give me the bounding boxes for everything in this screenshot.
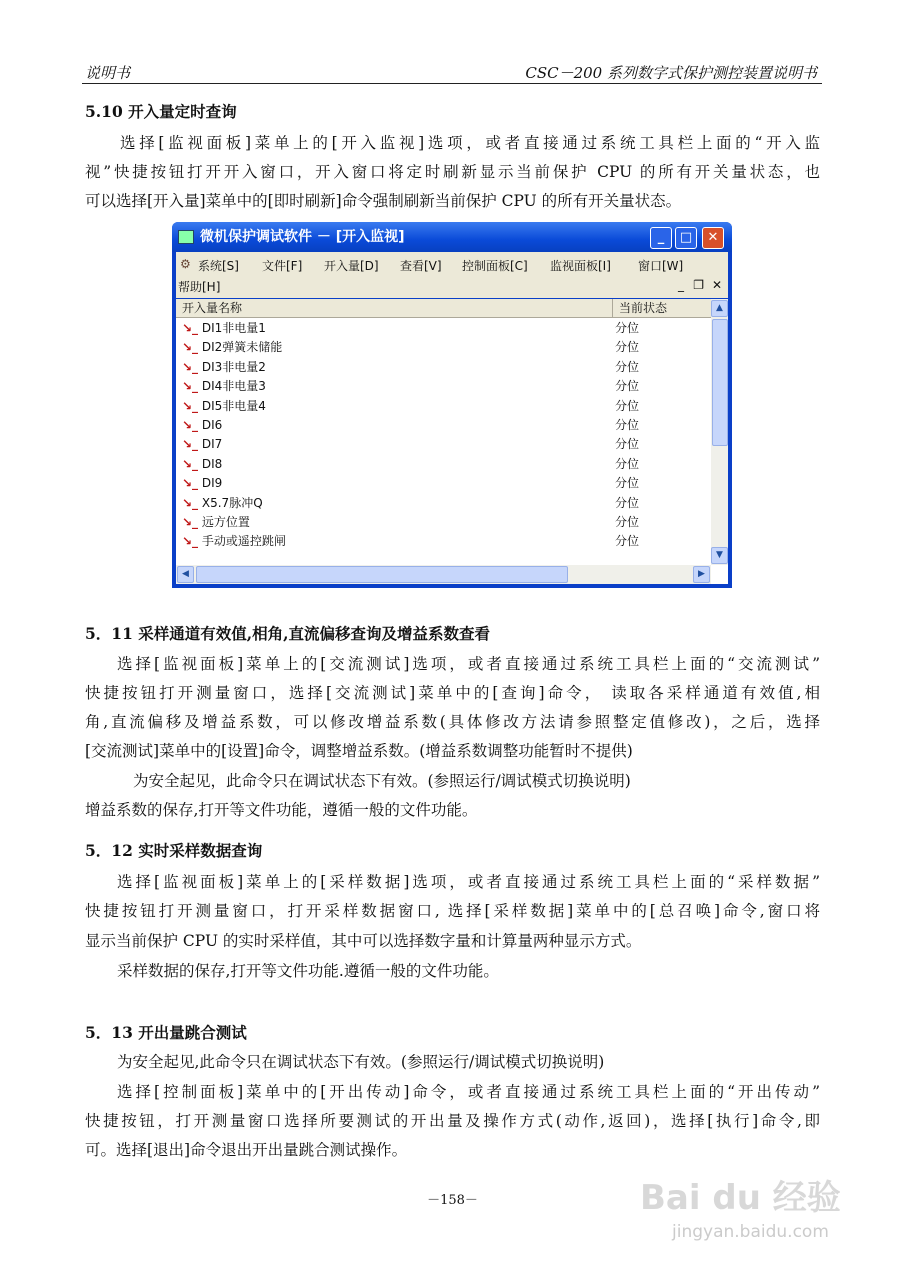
input-name: DI6	[201, 418, 223, 432]
input-state: 分位	[615, 321, 640, 335]
section-title: 5．11 采样通道有效值,相角,直流偏移查询及增益系数查看	[85, 624, 491, 643]
menu-file[interactable]: 文件[F]	[262, 259, 303, 273]
input-state: 分位	[615, 534, 640, 549]
scroll-thumb[interactable]	[712, 319, 728, 446]
menu-control-panel[interactable]: 控制面板[C]	[462, 259, 528, 273]
page-number: －158－	[427, 1193, 478, 1208]
mdi-minimize-button[interactable]: _	[678, 278, 684, 292]
header-rule	[82, 83, 822, 84]
close-button[interactable]: ✕	[702, 227, 724, 249]
maximize-button[interactable]: □	[675, 227, 697, 249]
input-state: 分位	[615, 398, 640, 413]
input-state: 分位	[615, 340, 640, 355]
menu-input[interactable]: 开入量[D]	[324, 259, 379, 273]
paragraph-line: 为安全起见,此命令只在调试状态下有效。(参照运行/调试模式切换说明)	[117, 1053, 605, 1071]
input-state: 分位	[615, 437, 640, 452]
paragraph-line: 视”快捷按钮打开开入窗口，开入窗口将定时刷新显示当前保护 CPU 的所有开关量状态，也	[85, 163, 820, 181]
menu-help[interactable]: 帮助[H]	[178, 280, 221, 294]
paragraph-line: 快捷按钮打开测量窗口，打开采样数据窗口, 选择[采样数据]菜单中的[总召唤]命令,窗口将	[85, 902, 820, 920]
list-row[interactable]	[182, 532, 702, 551]
paragraph-line: 显示当前保护 CPU 的实时采样值，其中可以选择数字量和计算量两种显示方式。	[85, 932, 642, 950]
paragraph-line: 选择[监视面板]菜单上的[采样数据]选项，或者直接通过系统工具栏上面的“采样数据”	[117, 873, 820, 891]
input-name: DI9	[201, 476, 223, 491]
input-name: DI8	[201, 456, 223, 471]
menu-view[interactable]: 查看[V]	[400, 259, 442, 273]
input-name: 远方位置	[201, 515, 250, 529]
column-header-state[interactable]: 当前状态	[613, 299, 717, 318]
list-row[interactable]	[182, 377, 702, 396]
input-name: X5.7脉冲Q	[201, 495, 263, 510]
switch-open-icon: ↘_	[182, 340, 199, 355]
input-name: DI2弹簧未储能	[201, 340, 283, 355]
paragraph-line: 选择[监视面板]菜单上的[开入监视]选项，或者直接通过系统工具栏上面的“开入监	[120, 134, 820, 152]
paragraph-line: 选择[监视面板]菜单上的[交流测试]选项，或者直接通过系统工具栏上面的“交流测试”	[117, 655, 820, 673]
paragraph-line: 快捷按钮打开测量窗口，选择[交流测试]菜单中的[查询]命令， 读取各采样通道有效值,相	[85, 684, 820, 702]
app-icon	[178, 230, 194, 244]
menu-monitor-panel[interactable]: 监视面板[I]	[550, 259, 611, 273]
switch-open-icon: ↘_	[182, 359, 199, 374]
scroll-down-button[interactable]: ▼	[711, 547, 728, 564]
input-name: DI4非电量3	[201, 379, 266, 394]
list-row[interactable]	[182, 416, 702, 435]
header-right: CSC－200 系列数字式保护测控装置说明书	[525, 64, 817, 82]
menu-bar	[176, 252, 728, 298]
list-row[interactable]	[182, 435, 702, 454]
paragraph-line: 采样数据的保存,打开等文件功能.遵循一般的文件功能。	[117, 962, 499, 980]
column-header-name[interactable]: 开入量名称	[176, 299, 613, 318]
vertical-scrollbar[interactable]	[711, 299, 728, 565]
scroll-up-button[interactable]: ▲	[711, 300, 728, 317]
menu-window[interactable]: 窗口[W]	[638, 259, 684, 273]
window-title: 微机保护调试软件 － [开入监视]	[200, 229, 405, 245]
switch-open-icon: ↘_	[182, 456, 199, 471]
section-title: 5．13 开出量跳合测试	[85, 1023, 247, 1042]
input-name: DI3非电量2	[201, 359, 266, 374]
switch-open-icon: ↘_	[182, 476, 199, 491]
menu-system[interactable]: 系统[S]	[198, 259, 239, 273]
paragraph-line: 可。选择[退出]命令退出开出量跳合测试操作。	[85, 1141, 408, 1159]
gear-icon: ⚙	[180, 257, 191, 271]
list-row[interactable]	[182, 474, 702, 493]
list-row[interactable]	[182, 494, 702, 513]
input-status-list	[176, 299, 728, 584]
list-row[interactable]	[182, 513, 702, 532]
mdi-restore-button[interactable]: ❐	[693, 278, 704, 292]
switch-open-icon: ↘_	[182, 437, 199, 452]
input-state: 分位	[615, 495, 640, 510]
scroll-right-button[interactable]: ▶	[693, 566, 710, 583]
paragraph-line: 为安全起见，此命令只在调试状态下有效。(参照运行/调试模式切换说明)	[133, 772, 631, 790]
app-window-screenshot	[172, 222, 732, 588]
switch-open-icon: ↘_	[182, 321, 199, 335]
paragraph-line: 选择[控制面板]菜单中的[开出传动]命令，或者直接通过系统工具栏上面的“开出传动”	[117, 1083, 820, 1101]
paragraph-line: 可以选择[开入量]菜单中的[即时刷新]命令强制刷新当前保护 CPU 的所有开关量状态。	[85, 192, 682, 210]
list-row[interactable]	[182, 358, 702, 377]
switch-open-icon: ↘_	[182, 534, 199, 549]
input-state: 分位	[615, 456, 640, 471]
input-name: DI1非电量1	[201, 321, 266, 335]
minimize-button[interactable]: _	[650, 227, 672, 249]
scroll-left-button[interactable]: ◀	[177, 566, 194, 583]
section-title: 5．12 实时采样数据查询	[85, 841, 263, 860]
list-row[interactable]	[182, 397, 702, 416]
paragraph-line: 快捷按钮，打开测量窗口选择所要测试的开出量及操作方式(动作,返回)，选择[执行]命令,即	[85, 1112, 820, 1130]
paragraph-line: [交流测试]菜单中的[设置]命令，调整增益系数。(增益系数调整功能暂时不提供)	[85, 742, 633, 760]
title-bar	[172, 222, 732, 252]
input-name: DI7	[201, 437, 223, 452]
header-left: 说明书	[85, 64, 131, 82]
switch-open-icon: ↘_	[182, 418, 199, 432]
input-state: 分位	[615, 418, 640, 432]
baidu-watermark-url: jingyan.baidu.com	[672, 1222, 829, 1242]
list-row[interactable]	[182, 319, 702, 338]
baidu-watermark-logo: Bai du 经验	[640, 1178, 841, 1218]
section-title: 5.10 开入量定时查询	[85, 102, 237, 121]
input-name: 手动或遥控跳闸	[201, 534, 286, 549]
horizontal-scrollbar[interactable]	[176, 565, 711, 584]
input-state: 分位	[615, 359, 640, 374]
input-state: 分位	[615, 379, 640, 394]
mdi-close-button[interactable]: ✕	[711, 278, 722, 292]
input-name: DI5非电量4	[201, 398, 266, 413]
paragraph-line: 增益系数的保存,打开等文件功能，遵循一般的文件功能。	[85, 801, 478, 819]
list-row[interactable]	[182, 338, 702, 357]
h-scroll-thumb[interactable]	[196, 566, 568, 583]
switch-open-icon: ↘_	[182, 495, 199, 510]
switch-open-icon: ↘_	[182, 398, 199, 413]
paragraph-line: 角,直流偏移及增益系数，可以修改增益系数(具体修改方法请参照整定值修改)，之后，选择	[85, 713, 820, 731]
switch-open-icon: ↘_	[182, 515, 199, 529]
input-state: 分位	[615, 476, 640, 491]
list-row[interactable]	[182, 455, 702, 474]
switch-open-icon: ↘_	[182, 379, 199, 394]
input-state: 分位	[615, 515, 640, 529]
